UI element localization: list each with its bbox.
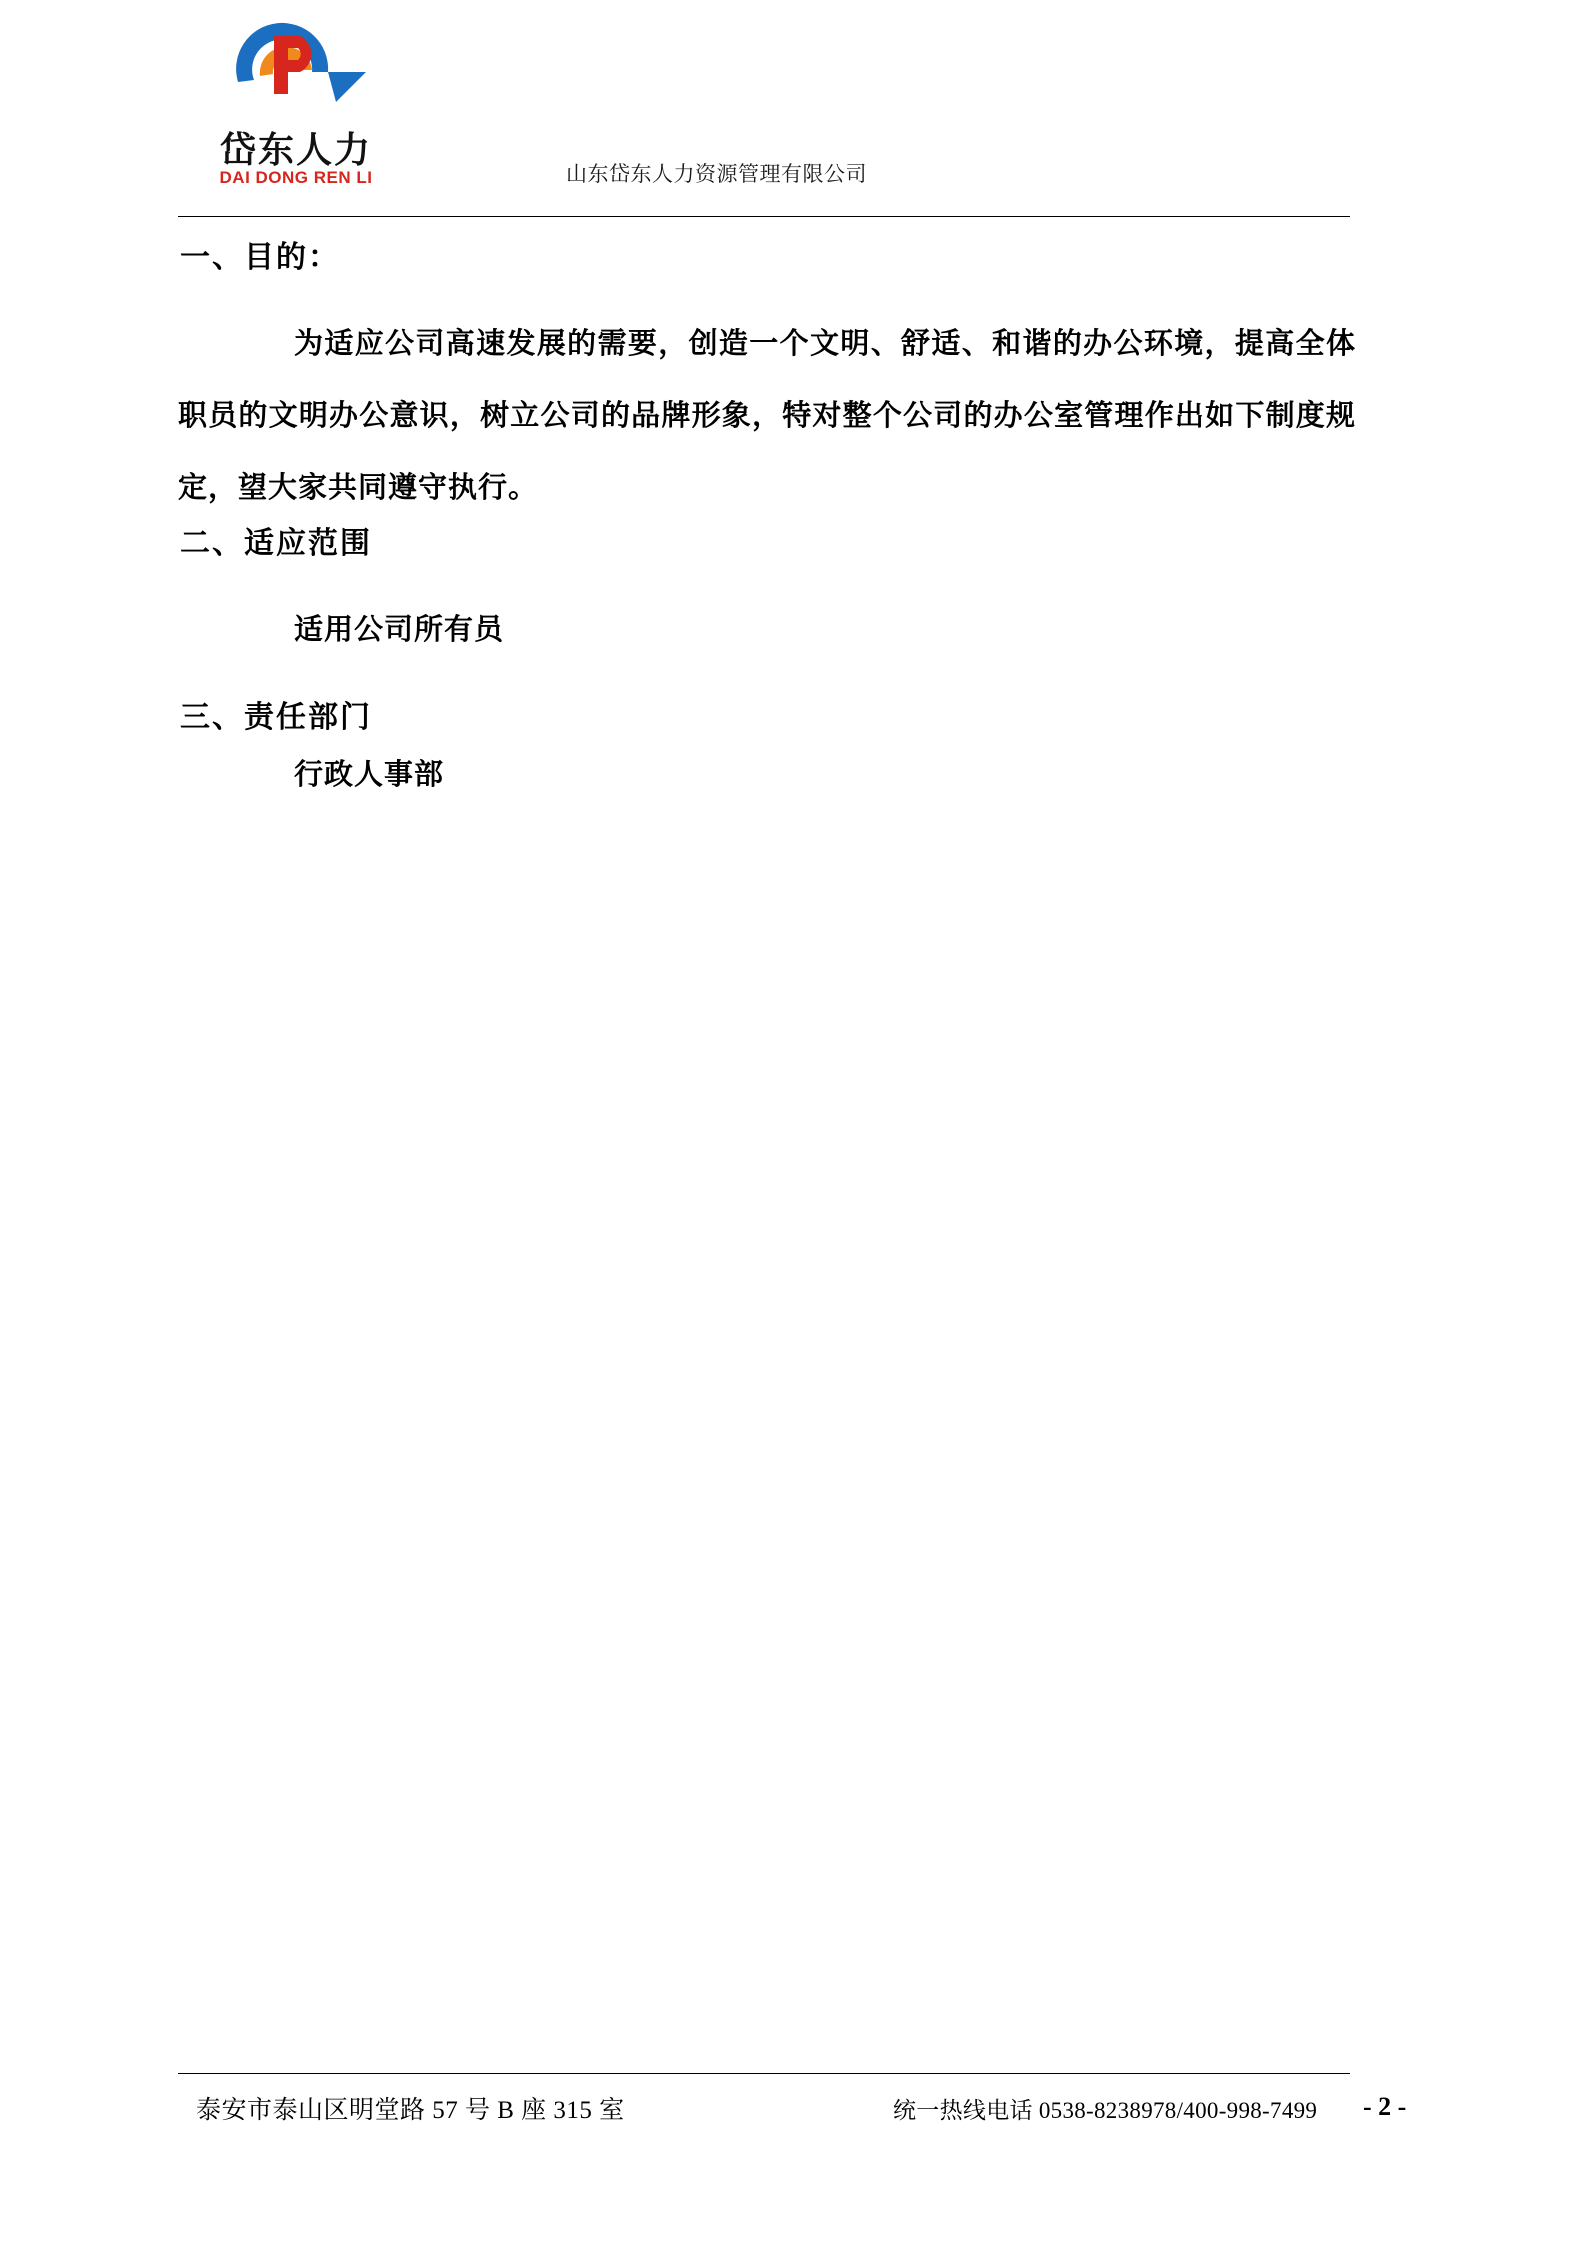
header-divider [178, 216, 1350, 217]
section-title-purpose: 一、目的： [180, 241, 340, 274]
company-logo [196, 10, 396, 190]
section-body-department: 行政人事部 [294, 759, 445, 791]
logo-english-name: DAI DONG REN LI [219, 168, 373, 187]
section-body-purpose: 为适应公司高速发展的需要，创造一个文明、舒适、和谐的办公环境，提高全体职员的文明办公意识，树立公司的品牌形象，特对整个公司的办公室管理作出如下制度规定，望大家共同遵守执行。 [178, 328, 1356, 504]
footer-address: 泰安市泰山区明堂路 57 号 B 座 315 室 [196, 2097, 625, 2124]
footer-hotline: 统一热线电话 0538-8238978/400-998-7499 [893, 2098, 1318, 2123]
footer-divider [178, 2073, 1350, 2074]
header-company-name: 山东岱东人力资源管理有限公司 [566, 163, 867, 186]
section-title-department: 三、责任部门 [180, 701, 372, 734]
document-header [0, 0, 1587, 225]
page-number: - 2 - [1363, 2092, 1407, 2121]
section-body-scope: 适用公司所有员 [294, 614, 505, 646]
section-title-scope: 二、适应范围 [180, 527, 372, 560]
daidong-logo-icon [216, 10, 376, 120]
logo-chinese-name: 岱东人力 [219, 129, 372, 170]
